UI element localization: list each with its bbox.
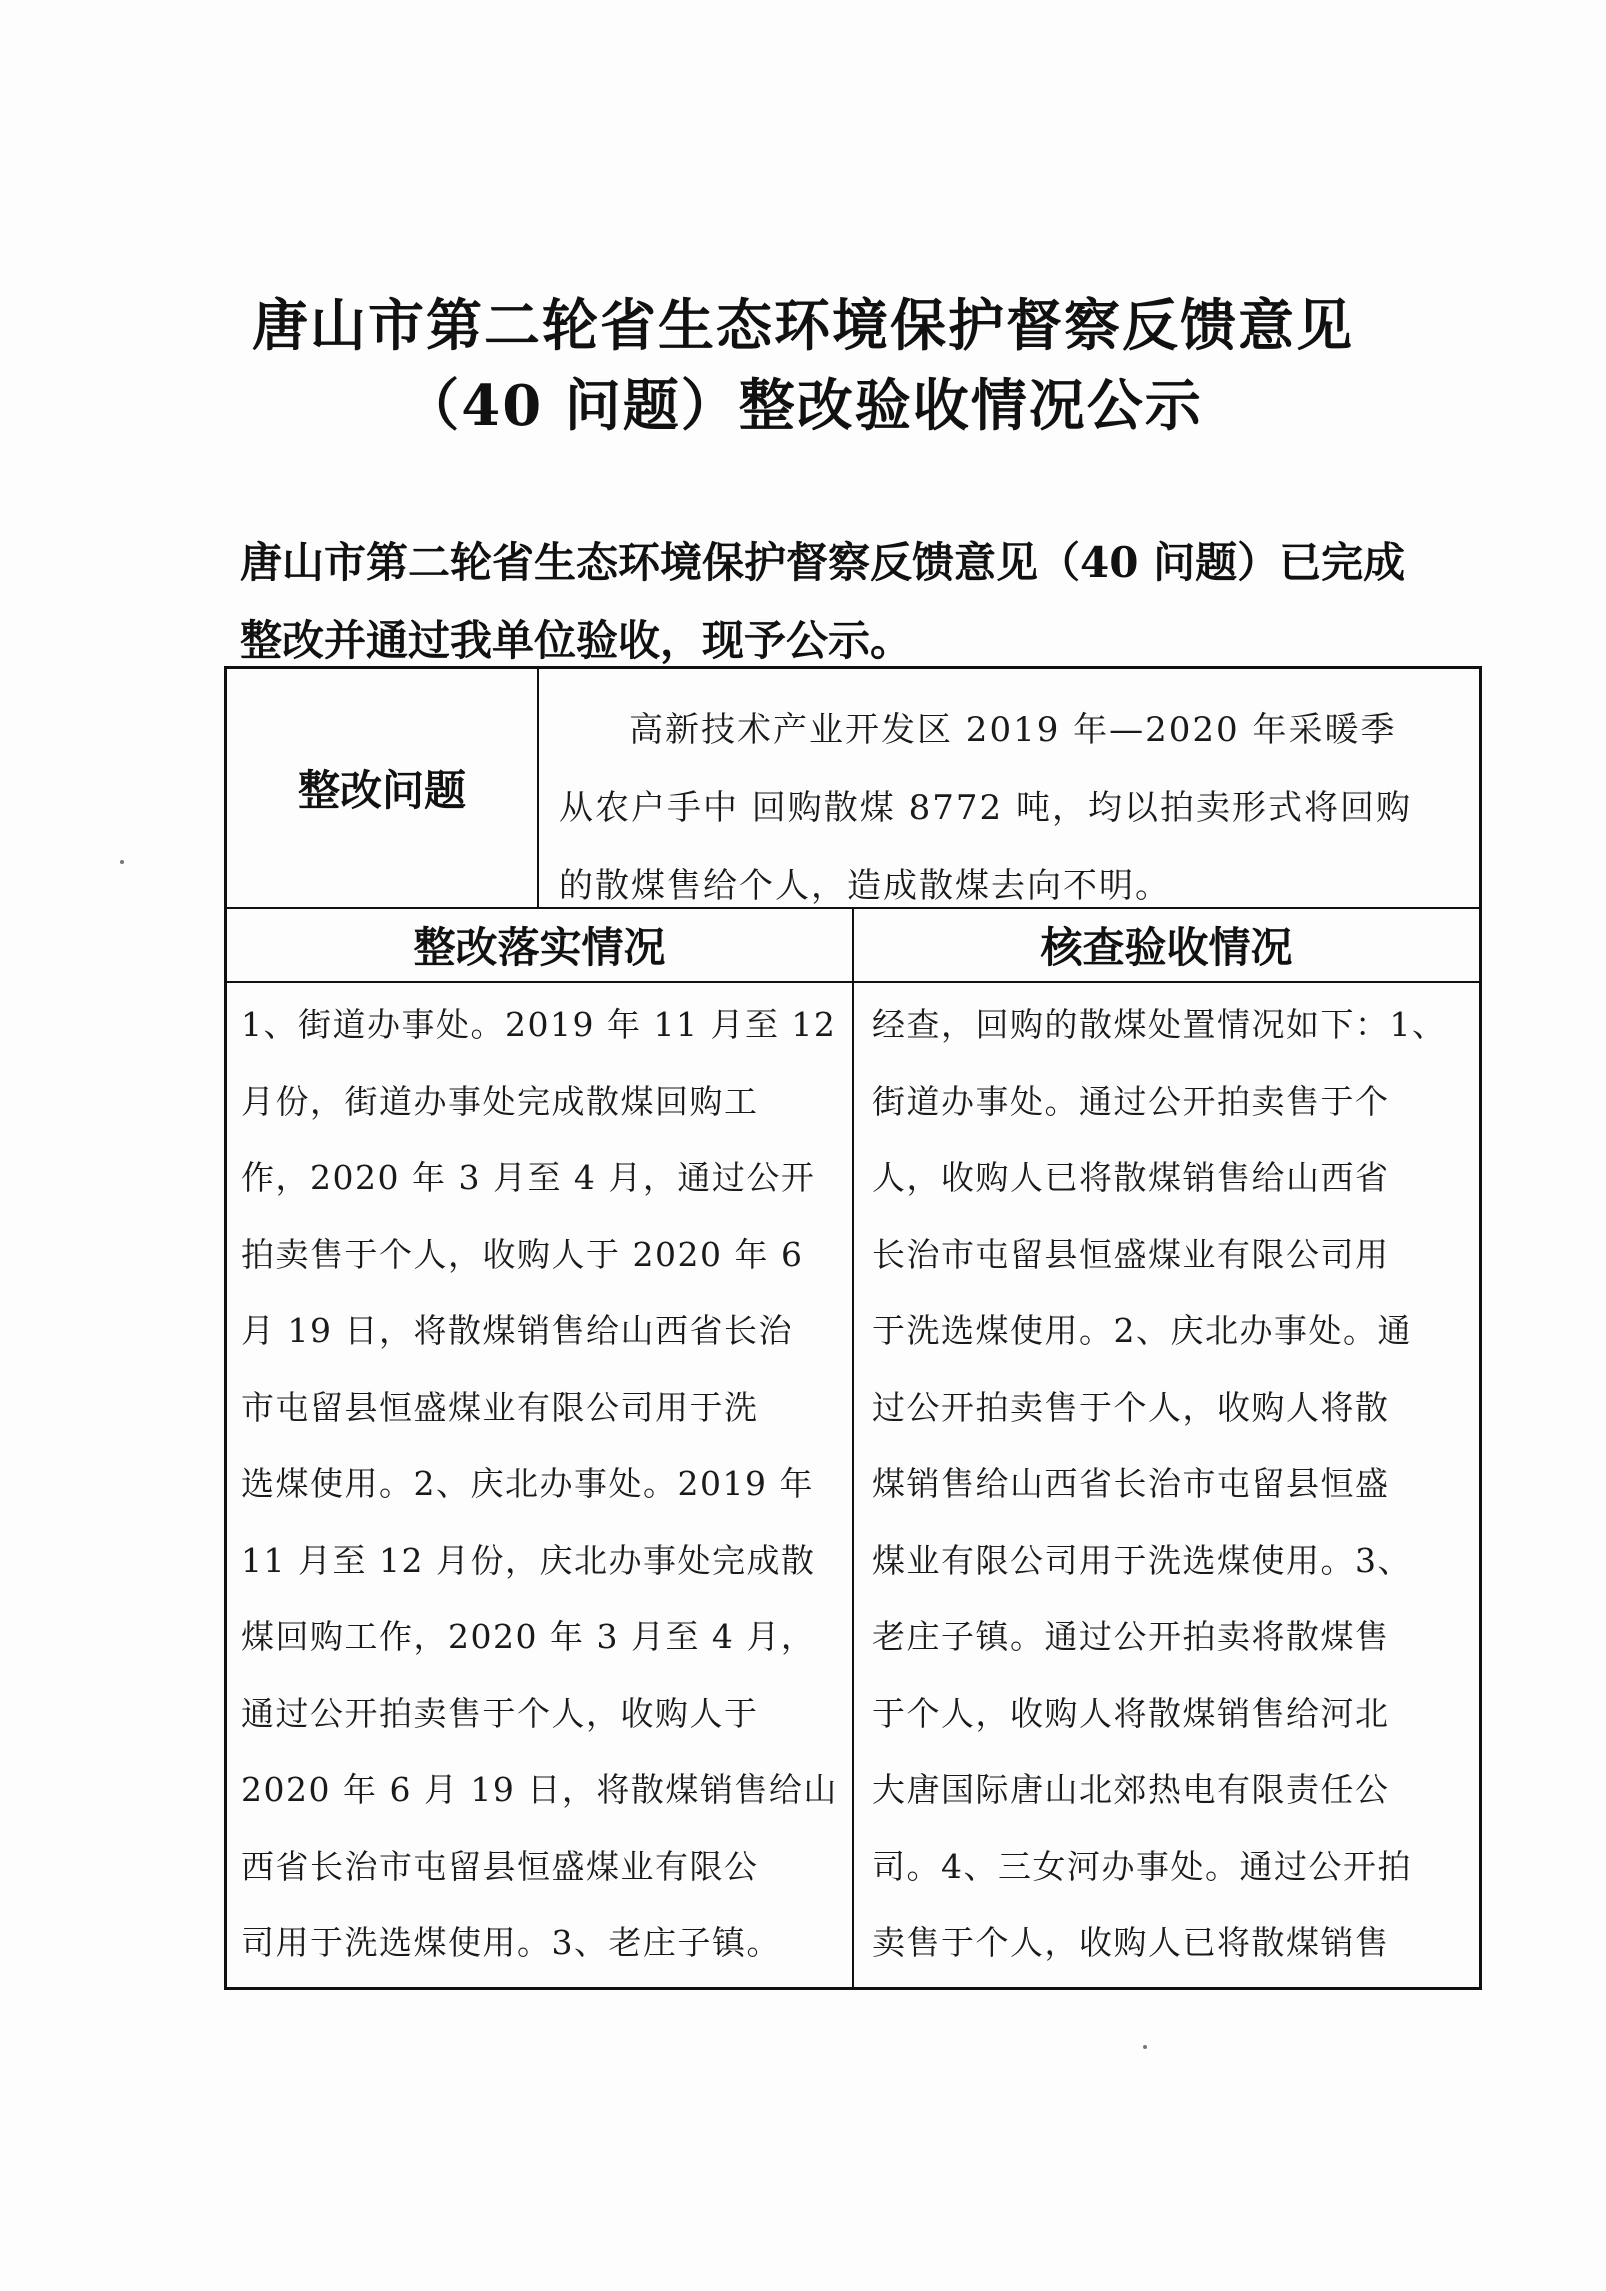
implementation-column	[227, 983, 854, 1987]
implementation-line: 1、街道办事处。2019 年 11 月至 12	[241, 1005, 837, 1044]
verification-line: 长治市屯留县恒盛煤业有限公司用	[872, 1234, 1390, 1274]
problem-label: 整改问题	[297, 766, 466, 815]
verification-line: 卖售于个人，收购人已将散煤销售	[872, 1923, 1390, 1962]
header-implementation: 整改落实情况	[227, 909, 854, 981]
implementation-line: 选煤使用。2、庆北办事处。2019 年	[241, 1464, 814, 1503]
problem-content-cell	[539, 669, 1479, 907]
verification-line: 煤业有限公司用于洗选煤使用。3、	[872, 1540, 1412, 1580]
detail-row	[227, 983, 1479, 1987]
verification-line: 街道办事处。通过公开拍卖售于个	[872, 1081, 1390, 1121]
verification-column	[854, 983, 1479, 1987]
implementation-line: 市屯留县恒盛煤业有限公司用于洗	[241, 1387, 759, 1427]
scan-speck	[120, 860, 124, 864]
implementation-line: 司用于洗选煤使用。3、老庄子镇。	[241, 1923, 781, 1962]
implementation-line: 11 月至 12 月份，庆北办事处完成散	[241, 1540, 816, 1580]
header-row	[227, 909, 1479, 983]
verification-line: 司。4、三女河办事处。通过公开拍	[872, 1846, 1412, 1886]
verification-line: 经查，回购的散煤处置情况如下：1、	[872, 1005, 1447, 1044]
verification-line: 过公开拍卖售于个人，收购人将散	[872, 1387, 1390, 1427]
problem-label-cell	[227, 669, 539, 907]
implementation-line: 西省长治市屯留县恒盛煤业有限公	[241, 1846, 759, 1886]
implementation-line: 拍卖售于个人，收购人于 2020 年 6	[241, 1234, 804, 1274]
verification-line: 老庄子镇。通过公开拍卖将散煤售	[872, 1617, 1390, 1656]
verification-line: 人，收购人已将散煤销售给山西省	[872, 1158, 1390, 1197]
verification-line: 煤销售给山西省长治市屯留县恒盛	[872, 1464, 1390, 1503]
intro-line-1: 唐山市第二轮省生态环境保护督察反馈意见（40 问题）已完成	[240, 538, 1406, 587]
title-line-1: 唐山市第二轮省生态环境保护督察反馈意见	[252, 293, 1354, 359]
problem-line: 从农户手中 回购散煤 8772 吨，均以拍卖形式将回购	[559, 788, 1412, 828]
title-line-2: （40 问题）整改验收情况公示	[403, 373, 1203, 439]
verification-line: 于洗选煤使用。2、庆北办事处。通	[872, 1311, 1412, 1350]
verification-line: 于个人，收购人将散煤销售给河北	[872, 1693, 1390, 1733]
scan-speck	[1143, 2045, 1147, 2049]
implementation-line: 2020 年 6 月 19 日，将散煤销售给山	[241, 1770, 838, 1809]
problem-line: 高新技术产业开发区 2019 年—2020 年采暖季	[629, 710, 1397, 750]
rectification-table	[224, 666, 1482, 1990]
implementation-line: 月份，街道办事处完成散煤回购工	[241, 1081, 759, 1121]
implementation-line: 作，2020 年 3 月至 4 月，通过公开	[241, 1158, 816, 1197]
verification-line: 大唐国际唐山北郊热电有限责任公	[872, 1770, 1390, 1809]
problem-row	[227, 669, 1479, 909]
implementation-line: 煤回购工作，2020 年 3 月至 4 月，	[241, 1617, 816, 1656]
intro-line-2: 整改并通过我单位验收，现予公示。	[240, 616, 913, 665]
problem-line: 的散煤售给个人，造成散煤去向不明。	[559, 866, 1171, 906]
implementation-line: 月 19 日，将散煤销售给山西省长治	[241, 1311, 793, 1350]
header-verification: 核查验收情况	[1040, 923, 1293, 972]
implementation-line: 通过公开拍卖售于个人，收购人于	[241, 1693, 759, 1733]
